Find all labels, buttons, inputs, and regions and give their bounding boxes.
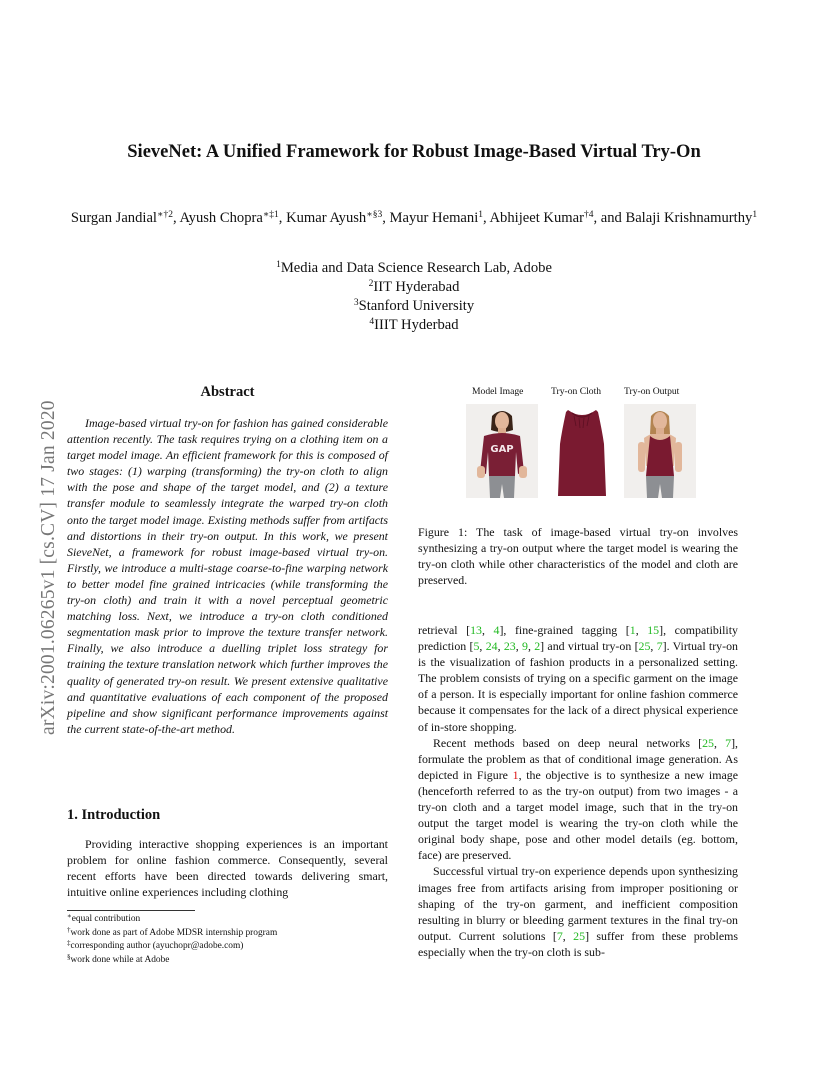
author-name: , Kumar Ayush [278,210,367,226]
figure-label-tryon-cloth: Try-on Cloth [551,386,602,397]
citation-link[interactable]: 7 [725,735,732,750]
footnote-text: work done while at Adobe [70,954,170,965]
footnote-text: work done as part of Adobe MDSR internship program [70,927,278,938]
author-name: , Mayur Hemani [382,210,479,226]
affiliation-text: IIIT Hyderbad [374,317,459,333]
figure-reference-link[interactable]: 1 [512,767,519,782]
text-run: , [515,639,522,654]
citation-link[interactable]: 4 [493,623,500,637]
footnote-text: equal contribution [71,914,141,924]
text-run: ]. Virtual try-on is the visualization of fashion products in a personalized setting. The problem consists of trying on a specific garment on the image of a person. It is especially important for online fashion commerce because it compensates for the lack of a direct physical experience of in-store shopping. [418,639,738,734]
figure-label-tryon-output: Try-on Output [624,386,680,397]
paragraph [418,863,738,960]
text-run: ] and virtual try-on [ [540,639,639,654]
citation-link[interactable]: 25 [638,639,651,654]
author-mark: ∗§3 [366,210,383,220]
footnotes [67,913,388,967]
text-run: , the objective is to synthesize a new image (henceforth referred to as the try-on output) from two images - a try-on cloth and a target model image, such that in the try-on output the target model is wearing the try-on cloth while the original body shape, pose and other model details (eg. bottom, face) are preserved. [418,767,738,863]
figure-label-model-image: Model Image [472,386,524,397]
text-run: , [497,639,504,654]
author-mark: ∗‡1 [262,210,279,220]
tryon-cloth-image [546,404,618,498]
affiliation [100,297,728,316]
citation-link[interactable]: 1 [629,623,636,637]
footnote [67,954,388,968]
citation-link[interactable]: 25 [702,735,714,750]
author-name: Surgan Jandial [70,210,157,226]
footnote-mark: † [67,925,71,934]
text-run: , [650,639,657,654]
author-mark: ∗†2 [156,210,173,220]
text-run: ] suffer from these problems especially when the try-on cloth is sub- [418,928,738,959]
affiliation-mark: 4 [369,317,375,327]
author-mark: †4 [583,210,594,220]
author-name: , Abhijeet Kumar [483,210,584,226]
abstract-text: Image-based virtual try-on for fashion has gained considerable attention recently. The task requires trying on a clothing item on a target model image. An efficient framework for this is composed of two stages: (1) warping (transforming) the try-on cloth to align with the pose and shape of the target model, and (2) a texture transfer module to seamlessly integrate the warped try-on cloth onto the target model image. Existing methods suffer from artifacts and distortions in their try-on output. In this work, we present SieveNet, a framework for robust image-based virtual try-on. Firstly, we introduce a multi-stage coarse-to-fine warping network to better model fine grained intricacies (while transforming the try-on cloth) and train it with a novel perceptual geometric matching loss. Next, we introduce a try-on cloth conditioned segmentation mask prior to improve the texture transfer network. Finally, we also introduce a duelling triplet loss strategy for training the texture translation network which further improves the quality of generated try-on result. We present extensive qualitative and quantitative evaluations of each component of the proposed pipeline and show significant performance improvements against the current state-of-the-art method. [67,416,388,736]
citation-link[interactable]: 23 [503,639,516,654]
citation-link[interactable]: 7 [656,639,663,654]
citation-link[interactable]: 15 [647,623,660,637]
footnote-mark: ‡ [67,939,71,947]
citation-link[interactable]: 5 [473,639,480,654]
footnote [67,927,388,941]
affiliation [100,259,728,278]
citation-link[interactable]: 7 [556,928,563,943]
footnote [67,940,388,954]
citation-link[interactable]: 2 [534,639,541,654]
affiliation-mark: 1 [276,260,281,270]
citation-link[interactable]: 9 [522,639,528,654]
affiliation-text: Media and Data Science Research Lab, Adobe [280,260,552,276]
section-heading-introduction: 1. Introduction [67,807,161,823]
paper-title: SieveNet: A Unified Framework for Robust Image-Based Virtual Try-On [127,142,701,162]
figure-1 [462,386,702,500]
abstract-heading: Abstract [200,384,255,400]
text-run: retrieval [ [418,623,471,637]
footnote-mark: ∗ [67,912,72,920]
text-run: , [713,735,726,750]
author-name: , Ayush Chopra [172,210,263,226]
text-run: ], compatibility prediction [ [418,623,738,654]
text-run: , [527,639,535,654]
paragraph [418,735,738,864]
citation-link[interactable]: 24 [485,639,498,654]
affiliation-text: Stanford University [358,298,475,314]
text-run: , [562,928,574,943]
author-list [62,208,766,228]
affiliation-mark: 3 [353,298,359,308]
footnote-text: corresponding author (ayuchopr@adobe.com) [70,941,244,951]
text-run: Successful virtual try-on experience depends upon synthesizing images free from artifacts arising from improper positioning or shaping of the try-on garment, and inefficient composition resulting in blurry or bleeding garment textures in the final try-on output. Current solutions [ [418,864,738,943]
arxiv-identifier: arXiv:2001.06265v1 [cs.CV] 17 Jan 2020 [38,400,59,735]
figure-1-caption: Figure 1: The task of image-based virtual try-on involves synthesizing a try-on output where the target model is wearing the try-on cloth while other characteristics of the model and cloth are preserved. [418,525,738,588]
footnote-divider [67,910,195,911]
shirt-logo: GAP [490,444,514,455]
text-run: , [635,623,648,637]
text-run: ], formulate the problem as that of conditional image generation. As depicted in Figure [418,735,738,782]
affiliation [100,278,728,297]
introduction-text: Providing interactive shopping experiences is an important problem for online fashion commerce. Consequently, several recent efforts have been directed towards delivering smart, intuitive online experiences including clothing [67,837,388,900]
author-name: , and Balaji Krishnamurthy [593,210,753,226]
text-run: , [482,623,494,637]
right-column-body [418,622,738,960]
affiliation-mark: 2 [368,279,374,289]
affiliation-list [100,259,728,335]
text-run: Recent methods based on deep neural networks [ [433,735,703,750]
tryon-output-image [624,404,696,498]
citation-link[interactable]: 13 [470,623,482,637]
author-mark: 1 [478,210,484,220]
footnote [67,913,388,927]
affiliation [100,316,728,335]
footnote-mark: § [67,952,71,961]
text-run: , [479,639,486,654]
paragraph [418,622,738,735]
author-mark: 1 [752,210,758,220]
citation-link[interactable]: 25 [573,928,586,943]
affiliation-text: IIT Hyderabad [373,279,460,295]
model-image [466,404,538,498]
text-run: ], fine-grained tagging [ [499,623,630,637]
